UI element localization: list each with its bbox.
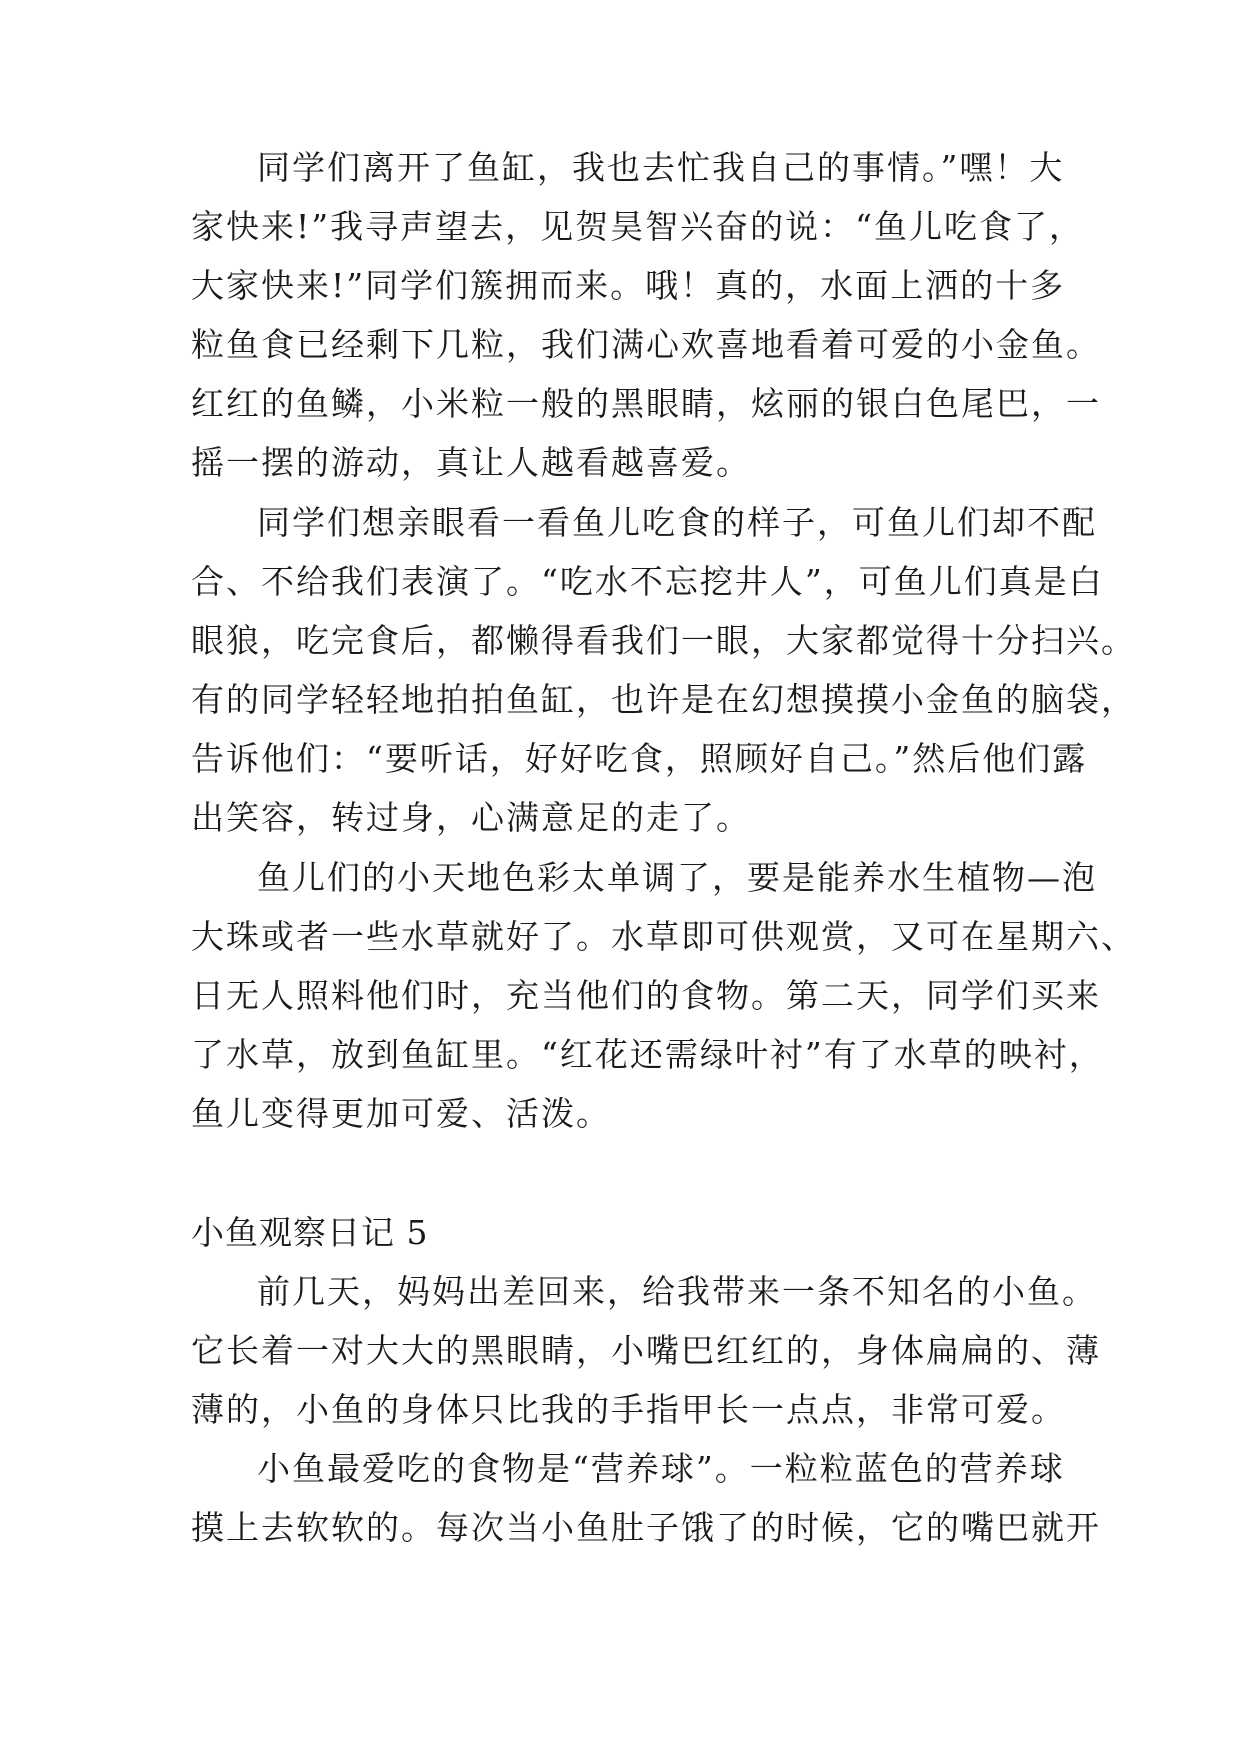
- section-title: 小鱼观察日记 5: [191, 1213, 429, 1252]
- paragraph-2-line-5: 告诉他们：“要听话，好好吃食，照顾好自己。”然后他们露: [191, 739, 1088, 778]
- paragraph-3-line-1: 鱼儿们的小天地色彩太单调了，要是能养水生植物—泡: [257, 858, 1097, 897]
- paragraph-3-line-5: 鱼儿变得更加可爱、活泼。: [191, 1094, 611, 1133]
- paragraph-1-line-4: 粒鱼食已经剩下几粒，我们满心欢喜地看着可爱的小金鱼。: [191, 325, 1101, 364]
- paragraph-2-line-1: 同学们想亲眼看一看鱼儿吃食的样子，可鱼儿们却不配: [257, 503, 1097, 542]
- section2-paragraph-1-line-1: 前几天，妈妈出差回来，给我带来一条不知名的小鱼。: [257, 1272, 1097, 1311]
- paragraph-1-line-3: 大家快来!”同学们簇拥而来。哦！真的，水面上洒的十多: [191, 266, 1066, 305]
- paragraph-2-line-6: 出笑容，转过身，心满意足的走了。: [191, 798, 751, 837]
- paragraph-2-line-2: 合、不给我们表演了。“吃水不忘挖井人”，可鱼儿们真是白: [191, 562, 1104, 601]
- paragraph-2-line-4: 有的同学轻轻地拍拍鱼缸，也许是在幻想摸摸小金鱼的脑袋，: [191, 680, 1136, 719]
- paragraph-3-line-3: 日无人照料他们时，充当他们的食物。第二天，同学们买来: [191, 976, 1101, 1015]
- paragraph-3-line-2: 大珠或者一些水草就好了。水草即可供观赏，又可在星期六、: [191, 917, 1136, 956]
- paragraph-2-line-3: 眼狼，吃完食后，都懒得看我们一眼，大家都觉得十分扫兴。: [191, 621, 1136, 660]
- paragraph-1-line-1: 同学们离开了鱼缸，我也去忙我自己的事情。”嘿！大: [257, 148, 1065, 187]
- section2-paragraph-2-line-1: 小鱼最爱吃的食物是“营养球”。一粒粒蓝色的营养球: [257, 1449, 1065, 1488]
- section2-paragraph-1-line-2: 它长着一对大大的黑眼睛，小嘴巴红红的，身体扁扁的、薄: [191, 1331, 1101, 1370]
- section2-paragraph-2-line-2: 摸上去软软的。每次当小鱼肚子饿了的时候，它的嘴巴就开: [191, 1508, 1101, 1547]
- paragraph-3-line-4: 了水草，放到鱼缸里。“红花还需绿叶衬”有了水草的映衬，: [191, 1035, 1104, 1074]
- paragraph-1-line-6: 摇一摆的游动，真让人越看越喜爱。: [191, 443, 751, 482]
- paragraph-1-line-5: 红红的鱼鳞，小米粒一般的黑眼睛，炫丽的银白色尾巴，一: [191, 384, 1101, 423]
- paragraph-1-line-2: 家快来!”我寻声望去，见贺昊智兴奋的说：“鱼儿吃食了，: [191, 207, 1085, 246]
- section2-paragraph-1-line-3: 薄的，小鱼的身体只比我的手指甲长一点点，非常可爱。: [191, 1390, 1066, 1429]
